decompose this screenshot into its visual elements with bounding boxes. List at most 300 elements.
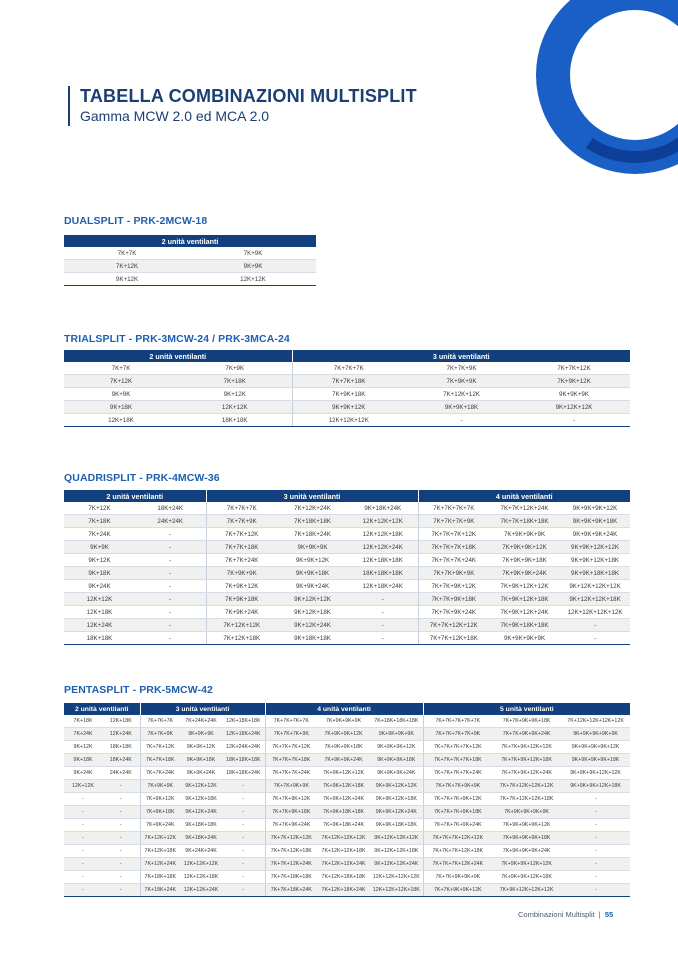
combination-cell: 9K+12K+12K: [518, 401, 630, 414]
combination-cell: 7K+9K+9K+9K+12K: [492, 819, 561, 832]
combination-cell: 7K+7K+9K+12K+12K: [492, 741, 561, 754]
combination-cell: 9K+9K+9K+24K: [560, 528, 630, 541]
combination-cell: 7K+7K+7K+7K+7K: [423, 715, 492, 728]
combination-cell: 9K+9K+9K+9K+12K: [561, 741, 630, 754]
table-row: [64, 793, 630, 806]
combination-cell: 9K+12K+12K+18K: [370, 845, 423, 858]
combination-cell: -: [222, 858, 265, 871]
section-title-trialsplit: TRIALSPLIT - PRK-3MCW-24 / PRK-3MCA-24: [64, 333, 290, 345]
table-row: [64, 580, 630, 593]
table-row: [64, 884, 630, 897]
combination-cell: 7K+24K: [64, 728, 102, 741]
combination-cell: 7K+9K+9K+12K: [489, 541, 560, 554]
combination-cell: 9K+12K+18K: [277, 606, 348, 619]
combination-cell: -: [222, 819, 265, 832]
combination-cell: 9K+9K: [64, 388, 178, 401]
combination-cell: 7K+9K+9K: [206, 567, 277, 580]
combination-cell: -: [561, 858, 630, 871]
table-row: [64, 632, 630, 645]
header-row: [64, 490, 630, 502]
combination-cell: 7K+7K+24K: [140, 767, 180, 780]
combination-cell: 7K+7K+12K+24K: [489, 502, 560, 515]
combination-cell: 7K+12K: [64, 502, 135, 515]
combination-cell: -: [64, 806, 102, 819]
combination-cell: 7K+9K+9K+18K: [489, 554, 560, 567]
combination-cell: 7K+9K+12K: [518, 375, 630, 388]
combination-cell: 12K+12K+12K+12K: [370, 871, 423, 884]
combination-cell: 7K+7K+12K: [140, 741, 180, 754]
combination-cell: 7K+9K+18K+18K: [317, 806, 370, 819]
combination-cell: 7K+12K: [64, 375, 178, 388]
combination-cell: 12K+12K+12K+12K: [560, 606, 630, 619]
combination-cell: 7K+7K+7K+7K: [418, 502, 489, 515]
combination-cell: -: [135, 567, 206, 580]
combination-cell: 12K+24K+24K: [222, 741, 265, 754]
combination-cell: 7K+9K+12K+12K: [489, 580, 560, 593]
combination-cell: 7K+9K+9K+24K: [317, 754, 370, 767]
combination-cell: 9K+9K+24K: [277, 580, 348, 593]
combination-cell: 9K+12K+18K: [180, 793, 222, 806]
combination-cell: 7K+7K+12K: [518, 362, 630, 375]
combination-cell: -: [222, 845, 265, 858]
combination-cell: 12K+12K: [178, 401, 292, 414]
combination-cell: 7K+7K+9K+9K+18K: [492, 715, 561, 728]
combination-cell: 7K+12K+24K: [277, 502, 348, 515]
combination-cell: 12K+12K: [64, 780, 102, 793]
combination-cell: 7K+9K+9K: [140, 780, 180, 793]
combination-cell: 9K+18K+24K: [348, 502, 418, 515]
combination-cell: 9K+12K: [178, 388, 292, 401]
table-row: [64, 414, 630, 427]
combination-cell: 7K+9K+9K+12K+12K: [492, 858, 561, 871]
combination-cell: 12K+18K: [64, 414, 178, 427]
combination-cell: 9K+12K+24K: [277, 619, 348, 632]
combination-cell: 7K+9K+12K+12K+12K: [492, 884, 561, 897]
combination-cell: 7K+12K+18K+18K: [317, 871, 370, 884]
table-row: [64, 528, 630, 541]
combination-cell: 9K+9K+9K+12K+12K: [561, 767, 630, 780]
combination-cell: -: [64, 819, 102, 832]
combination-cell: 12K+12K+24K: [348, 541, 418, 554]
header-row: [64, 703, 630, 715]
group-header: 3 unità ventilanti: [292, 350, 630, 362]
combination-cell: 7K+24K: [64, 528, 135, 541]
combination-cell: 7K+7K+12K+12K+12K: [492, 780, 561, 793]
combination-cell: 7K+7K+12K+12K+18K: [492, 793, 561, 806]
table-row: [64, 362, 630, 375]
combination-cell: 12K+18K+24K: [222, 728, 265, 741]
combination-cell: 9K+9K+24K: [180, 767, 222, 780]
combination-cell: 9K+12K: [64, 554, 135, 567]
combination-cell: -: [135, 554, 206, 567]
combination-cell: -: [102, 793, 140, 806]
combination-cell: 9K+9K+12K+24K: [370, 806, 423, 819]
trialsplit-table: [64, 350, 630, 427]
combination-cell: -: [561, 884, 630, 897]
combination-cell: -: [64, 832, 102, 845]
combination-cell: 12K+12K+12K: [180, 858, 222, 871]
combination-cell: -: [518, 414, 630, 427]
combination-cell: 7K+18K+18K: [277, 515, 348, 528]
combination-cell: -: [222, 806, 265, 819]
combination-cell: 18K+18K: [64, 632, 135, 645]
combination-cell: 7K+7K+9K: [140, 728, 180, 741]
combination-cell: 12K+24K: [64, 619, 135, 632]
combination-cell: 12K+18K: [64, 606, 135, 619]
combination-cell: 9K+9K+12K+12K: [370, 780, 423, 793]
combination-cell: 9K+12K+24K: [180, 806, 222, 819]
table-row: [64, 780, 630, 793]
combination-cell: 9K+12K+12K+12K: [560, 580, 630, 593]
combination-cell: 9K+18K: [64, 754, 102, 767]
combination-cell: 7K+7K+9K+9K+9K: [423, 871, 492, 884]
combination-cell: 9K+9K+9K+9K: [489, 632, 560, 645]
combination-cell: 9K+18K: [64, 567, 135, 580]
combination-cell: 7K+9K+9K+18K: [317, 741, 370, 754]
combination-cell: 9K+18K+24K: [180, 832, 222, 845]
combination-cell: -: [348, 593, 418, 606]
table-row: [64, 619, 630, 632]
section-title-pentasplit: PENTASPLIT - PRK-5MCW-42: [64, 684, 213, 696]
combination-cell: 7K+7K+18K+18K: [489, 515, 560, 528]
combination-cell: 12K+12K+18K: [180, 871, 222, 884]
combination-cell: 7K+7K+7K: [140, 715, 180, 728]
combination-cell: 7K+9K+18K+18K: [489, 619, 560, 632]
combination-cell: 7K+18K+24K: [140, 884, 180, 897]
combination-cell: 7K+9K+12K+18K: [489, 593, 560, 606]
combination-cell: -: [135, 632, 206, 645]
combination-cell: 18K+24K: [135, 502, 206, 515]
combination-cell: 7K+7K+18K+18K: [265, 871, 317, 884]
combination-cell: 7K+7K+7K+12K: [265, 741, 317, 754]
group-header: 2 unità ventilanti: [64, 703, 140, 715]
combination-cell: 7K+18K+18K: [140, 871, 180, 884]
combination-cell: 7K+9K+9K+9K+9K: [492, 806, 561, 819]
combination-cell: -: [348, 619, 418, 632]
combination-cell: 7K+7K+7K+7K: [265, 715, 317, 728]
combination-cell: 12K+12K+12K: [292, 414, 405, 427]
combination-cell: 7K+7K+7K+9K+24K: [423, 819, 492, 832]
combination-cell: 7K+7K+7K+18K: [265, 754, 317, 767]
combination-cell: 12K+12K+24K: [180, 884, 222, 897]
combination-cell: 18K+24K: [102, 754, 140, 767]
combination-cell: 7K+9K+9K+9K: [489, 528, 560, 541]
combination-cell: 12K+18K+18K: [348, 554, 418, 567]
combination-cell: 9K+24K+24K: [180, 845, 222, 858]
combination-cell: -: [135, 593, 206, 606]
combination-cell: 18K+18K+18K: [222, 754, 265, 767]
footer-separator: |: [598, 910, 601, 919]
combination-cell: -: [102, 819, 140, 832]
combination-cell: -: [135, 580, 206, 593]
table-row: [64, 728, 630, 741]
combination-cell: 9K+12K: [64, 273, 190, 286]
combination-cell: 7K+7K+12K+24K: [265, 858, 317, 871]
combination-cell: 7K+7K+7K+12K+12K: [423, 832, 492, 845]
section-title-quadrisplit: QUADRISPLIT - PRK-4MCW-36: [64, 472, 220, 484]
combination-cell: 7K+7K+9K: [206, 515, 277, 528]
combination-cell: 9K+12K+12K: [180, 780, 222, 793]
combination-cell: 7K+7K+18K: [140, 754, 180, 767]
combination-cell: -: [348, 632, 418, 645]
table-row: [64, 515, 630, 528]
combination-cell: 7K+7K+12K: [206, 528, 277, 541]
combination-cell: 9K+18K+18K: [180, 819, 222, 832]
combination-cell: -: [222, 871, 265, 884]
page-footer: [518, 910, 613, 919]
combination-cell: 7K+7K+9K+9K: [265, 780, 317, 793]
combination-cell: 7K+7K+9K+9K+12K: [423, 884, 492, 897]
combination-cell: 9K+18K: [64, 401, 178, 414]
combination-cell: -: [102, 858, 140, 871]
combination-cell: 7K+9K+12K+12K: [317, 767, 370, 780]
combination-cell: 7K+18K: [64, 715, 102, 728]
combination-cell: 7K+7K+9K+12K+24K: [492, 767, 561, 780]
combination-cell: 7K+7K+9K+24K: [265, 819, 317, 832]
combination-cell: -: [561, 806, 630, 819]
header-row: [64, 235, 316, 247]
table-row: [64, 806, 630, 819]
combination-cell: 9K+9K+9K+9K: [370, 728, 423, 741]
group-header: 5 unità ventilanti: [423, 703, 630, 715]
combination-cell: -: [135, 541, 206, 554]
combination-cell: 7K+7K+7K+24K: [418, 554, 489, 567]
combination-cell: 7K+7K+9K+18K: [418, 593, 489, 606]
title-accent-bar: [68, 86, 70, 126]
combination-cell: 9K+9K+12K: [277, 554, 348, 567]
combination-cell: 7K+7K+7K+9K+12K: [423, 793, 492, 806]
group-header: 2 unità ventilanti: [64, 235, 316, 247]
combination-cell: 7K+9K+12K+24K: [489, 606, 560, 619]
combination-cell: 12K+18K+24K: [348, 580, 418, 593]
combination-cell: -: [561, 793, 630, 806]
combination-cell: 7K+9K+12K+18K: [317, 780, 370, 793]
combination-cell: 12K+12K+12K+18K: [370, 884, 423, 897]
table-row: [64, 715, 630, 728]
combination-cell: 18K+18K+24K: [222, 767, 265, 780]
combination-cell: 7K+12K+12K: [140, 832, 180, 845]
combination-cell: 7K+9K+9K+9K+24K: [492, 845, 561, 858]
table-row: [64, 741, 630, 754]
combination-cell: 7K+7K+18K: [292, 375, 405, 388]
combination-cell: 7K+7K+7K+7K+9K: [423, 728, 492, 741]
combination-cell: 7K+9K+24K: [140, 819, 180, 832]
combination-cell: 7K+7K+9K+18K: [265, 806, 317, 819]
combination-cell: 9K+9K+12K: [292, 401, 405, 414]
pentasplit-table: [64, 703, 630, 897]
table-row: [64, 845, 630, 858]
combination-cell: -: [561, 819, 630, 832]
combination-cell: 12K+12K: [190, 273, 316, 286]
table-row: [64, 593, 630, 606]
combination-cell: -: [102, 832, 140, 845]
combination-cell: 24K+24K: [102, 767, 140, 780]
combination-cell: 7K+9K+9K: [405, 375, 518, 388]
combination-cell: 9K+9K+9K+24K: [370, 767, 423, 780]
combination-cell: 12K+24K: [102, 728, 140, 741]
combination-cell: 7K+7K+9K+12K: [418, 580, 489, 593]
combination-cell: 9K+12K+12K+24K: [370, 858, 423, 871]
table-row: [64, 871, 630, 884]
combination-cell: 9K+9K+18K+18K: [370, 819, 423, 832]
combination-cell: 9K+9K: [190, 260, 316, 273]
combination-cell: 7K+7K+9K+9K+24K: [492, 728, 561, 741]
header-row: [64, 350, 630, 362]
combination-cell: 12K+18K: [102, 715, 140, 728]
combination-cell: 7K+12K+12K: [206, 619, 277, 632]
combination-cell: 7K+9K+18K: [206, 593, 277, 606]
combination-cell: -: [348, 606, 418, 619]
table-row: [64, 260, 316, 273]
page-number: 55: [604, 910, 614, 919]
combination-cell: -: [561, 832, 630, 845]
combination-cell: 7K+9K+24K: [206, 606, 277, 619]
combination-cell: 7K+12K+18K: [140, 845, 180, 858]
combination-cell: 7K+9K: [190, 247, 316, 260]
combination-cell: 7K+9K+9K+24K: [489, 567, 560, 580]
combination-cell: 7K+18K+24K: [277, 528, 348, 541]
combination-cell: 7K+7K: [64, 362, 178, 375]
combination-cell: -: [64, 793, 102, 806]
table-row: [64, 767, 630, 780]
combination-cell: 7K+9K+18K: [292, 388, 405, 401]
combination-cell: -: [135, 619, 206, 632]
combination-cell: 7K+9K+12K: [140, 793, 180, 806]
combination-cell: 7K+18K+18K+18K: [370, 715, 423, 728]
combination-cell: 9K+9K+12K+18K: [560, 554, 630, 567]
combination-cell: 9K+12K+12K+18K: [560, 593, 630, 606]
combination-cell: 24K+24K: [135, 515, 206, 528]
combination-cell: -: [135, 606, 206, 619]
table-row: [64, 375, 630, 388]
combination-cell: 7K+12K+18K+24K: [317, 884, 370, 897]
combination-cell: -: [102, 806, 140, 819]
combination-cell: 7K+7K+9K+12K: [265, 793, 317, 806]
combination-cell: 7K+12K: [64, 260, 190, 273]
group-header: 4 unità ventilanti: [418, 490, 630, 502]
combination-cell: 7K+7K+7K: [206, 502, 277, 515]
combination-cell: 9K+9K+9K+12K+18K: [561, 780, 630, 793]
group-header: 4 unità ventilanti: [265, 703, 423, 715]
combination-cell: 9K+9K+9K+9K+9K: [561, 728, 630, 741]
combination-cell: -: [222, 832, 265, 845]
combination-cell: 9K+24K: [64, 580, 135, 593]
group-header: 2 unità ventilanti: [64, 350, 292, 362]
combination-cell: 9K+12K+12K: [277, 593, 348, 606]
table-row: [64, 388, 630, 401]
combination-cell: 7K+7K+7K+12K+18K: [423, 845, 492, 858]
combination-cell: 7K+7K+7K+9K+9K: [423, 780, 492, 793]
combination-cell: 9K+12K: [64, 741, 102, 754]
combination-cell: 7K+7K+12K+12K: [265, 832, 317, 845]
combination-cell: 7K+7K+18K: [206, 541, 277, 554]
combination-cell: 7K+7K+9K+12K+18K: [492, 754, 561, 767]
combination-cell: -: [561, 845, 630, 858]
combination-cell: 7K+18K: [64, 515, 135, 528]
table-row: [64, 541, 630, 554]
combination-cell: 7K+7K+7K+9K+18K: [423, 806, 492, 819]
combination-cell: 7K+7K+7K+7K+18K: [423, 754, 492, 767]
combination-cell: 7K+9K: [178, 362, 292, 375]
combination-cell: 7K+9K+12K+24K: [317, 793, 370, 806]
group-header: 2 unità ventilanti: [64, 490, 206, 502]
table-row: [64, 502, 630, 515]
table-row: [64, 273, 316, 286]
combination-cell: 7K+9K+9K+12K+18K: [492, 871, 561, 884]
combination-cell: 7K+7K+7K+9K: [418, 515, 489, 528]
combination-cell: 12K+12K+18K: [348, 528, 418, 541]
combination-cell: 9K+9K+12K+12K: [560, 541, 630, 554]
combination-cell: 7K+7K+7K+24K: [265, 767, 317, 780]
section-title-dualsplit: DUALSPLIT - PRK-2MCW-18: [64, 215, 208, 227]
combination-cell: 9K+9K+18K+18K: [560, 567, 630, 580]
combination-cell: 7K+9K+9K+9K+18K: [492, 832, 561, 845]
combination-cell: 7K+9K+18K: [140, 806, 180, 819]
combination-cell: 7K+12K+24K: [140, 858, 180, 871]
table-row: [64, 858, 630, 871]
combination-cell: 7K+7K+24K: [206, 554, 277, 567]
combination-cell: -: [135, 528, 206, 541]
page-title: TABELLA COMBINAZIONI MULTISPLIT: [80, 86, 417, 106]
combination-cell: 7K+12K+12K: [405, 388, 518, 401]
combination-cell: -: [64, 871, 102, 884]
combination-cell: 7K+7K+9K+24K: [418, 606, 489, 619]
combination-cell: 7K+7K+7K+7K+24K: [423, 767, 492, 780]
combination-cell: 9K+9K+9K: [518, 388, 630, 401]
combination-cell: 9K+9K+18K: [180, 754, 222, 767]
combination-cell: -: [222, 884, 265, 897]
combination-cell: -: [560, 632, 630, 645]
combination-cell: 12K+18K+18K: [222, 715, 265, 728]
table-row: [64, 567, 630, 580]
combination-cell: 9K+9K+9K+12K: [370, 741, 423, 754]
combination-cell: -: [102, 871, 140, 884]
combination-cell: 9K+12K+12K+12K: [370, 832, 423, 845]
combination-cell: 7K+7K+7K+12K: [418, 528, 489, 541]
combination-cell: 7K+12K+18K: [206, 632, 277, 645]
dualsplit-table: [64, 235, 316, 286]
combination-cell: 9K+9K+9K+12K: [560, 502, 630, 515]
combination-cell: 7K+18K: [178, 375, 292, 388]
combination-cell: 7K+7K+9K: [405, 362, 518, 375]
table-row: [64, 832, 630, 845]
combination-cell: 9K+9K+9K+18K: [560, 515, 630, 528]
combination-cell: 7K+7K+7K+9K: [265, 728, 317, 741]
combination-cell: 9K+9K: [64, 541, 135, 554]
combination-cell: 9K+9K+18K: [277, 567, 348, 580]
combination-cell: 7K+7K+7K+7K+12K: [423, 741, 492, 754]
combination-cell: 7K+24K+24K: [180, 715, 222, 728]
table-row: [64, 247, 316, 260]
combination-cell: -: [561, 871, 630, 884]
combination-cell: -: [560, 619, 630, 632]
combination-cell: 9K+9K+18K: [405, 401, 518, 414]
table-row: [64, 606, 630, 619]
combination-cell: 7K+12K+12K+24K: [317, 858, 370, 871]
combination-cell: 12K+12K: [64, 593, 135, 606]
combination-cell: -: [102, 884, 140, 897]
combination-cell: 9K+9K+9K+18K: [370, 754, 423, 767]
combination-cell: -: [102, 845, 140, 858]
combination-cell: 7K+7K+12K+18K: [265, 845, 317, 858]
combination-cell: 7K+9K+9K+12K: [317, 728, 370, 741]
table-row: [64, 819, 630, 832]
group-header: 3 unità ventilanti: [206, 490, 418, 502]
combination-cell: -: [222, 793, 265, 806]
combination-cell: 9K+9K+12K: [180, 741, 222, 754]
combination-cell: 12K+12K+12K: [348, 515, 418, 528]
combination-cell: 9K+24K: [64, 767, 102, 780]
